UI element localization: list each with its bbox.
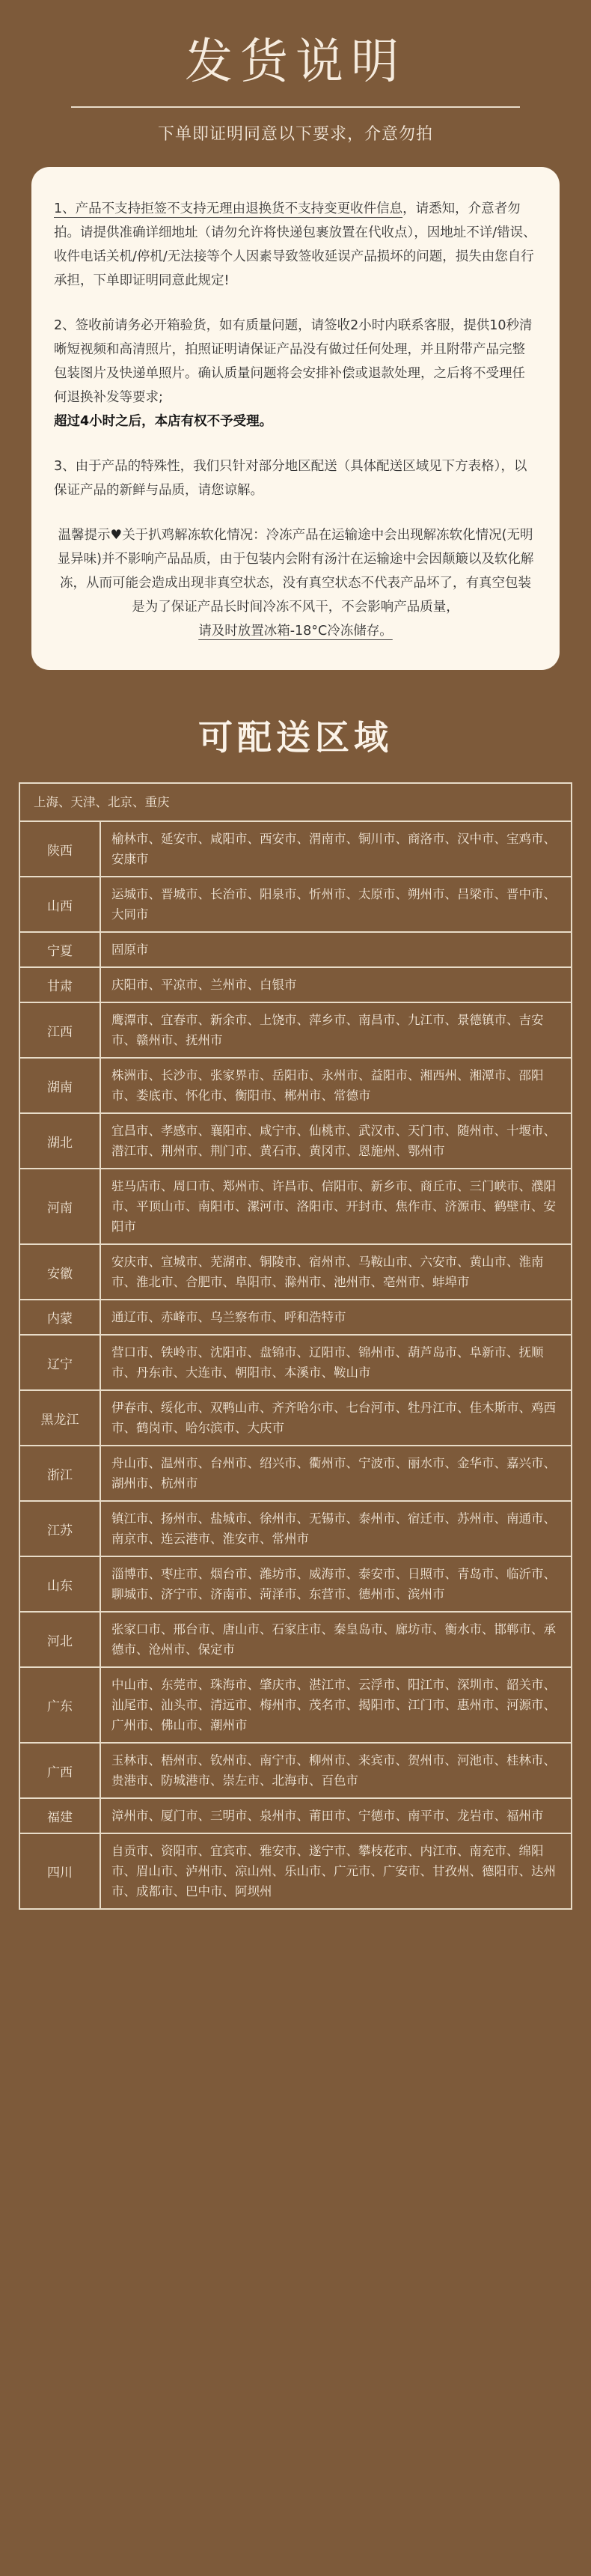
province-cell: 山西 <box>20 877 101 931</box>
notice-card <box>31 167 560 670</box>
table-row <box>20 1613 571 1668</box>
regions-title: 可配送区域 <box>198 717 393 758</box>
cities-cell: 安庆市、宣城市、芜湖市、铜陵市、宿州市、马鞍山市、六安市、黄山市、淮南市、淮北市、合肥市、阜阳市、滁州市、池州市、亳州市、蚌埠市 <box>111 1255 544 1290</box>
title-divider <box>71 106 520 108</box>
province-cell: 安徽 <box>20 1245 101 1299</box>
table-row <box>20 877 571 933</box>
notice-4-prefix: 温馨提示 <box>58 528 111 543</box>
page-title: 发货说明 <box>185 34 406 90</box>
cities-cell: 营口市、铁岭市、沈阳市、盘锦市、辽阳市、锦州市、葫芦岛市、阜新市、抚顺市、丹东市、大连市、朝阳市、本溪市、鞍山市 <box>111 1345 544 1380</box>
table-row <box>20 1336 571 1391</box>
table-row <box>20 1502 571 1557</box>
notice-2-bold: 超过4小时之后，本店有权不予受理。 <box>54 414 273 430</box>
notice-4-text: 关于扒鸡解冻软化情况：冷冻产品在运输途中会出现解冻软化情况(无明显异味)并不影响产品品质，由于包装内会附有汤汁在运输途中会因颠簸以及软化解冻，从而可能会造成出现非真空状态，没有真空状态不代表产品坏了，有真空包装是为了保证产品长时间冷冻不风干，不会影响产品质量， <box>57 528 534 615</box>
province-cell: 宁夏 <box>20 933 101 966</box>
page-subtitle: 下单即证明同意以下要求，介意勿拍 <box>157 125 433 144</box>
cities-cell: 运城市、晋城市、长治市、阳泉市、忻州市、太原市、朔州市、吕梁市、晋中市、大同市 <box>111 887 556 922</box>
table-row <box>20 822 571 877</box>
cities-cell: 镇江市、扬州市、盐城市、徐州市、无锡市、泰州市、宿迁市、苏州市、南通市、南京市、连云港市、淮安市、常州市 <box>111 1511 556 1547</box>
cities-cell: 鹰潭市、宜春市、新余市、上饶市、萍乡市、南昌市、九江市、景德镇市、吉安市、赣州市、抚州市 <box>111 1013 544 1048</box>
province-cell: 四川 <box>20 1834 101 1908</box>
province-cell: 江苏 <box>20 1502 101 1556</box>
province-cell: 黑龙江 <box>20 1391 101 1445</box>
province-cell: 浙江 <box>20 1446 101 1500</box>
table-row <box>20 968 571 1003</box>
table-row <box>20 1391 571 1446</box>
notice-paragraph-3: 3、由于产品的特殊性，我们只针对部分地区配送（具体配送区域见下方表格），以保证产品的新鲜与品质，请您谅解。 <box>54 459 527 499</box>
cities-cell: 宜昌市、孝感市、襄阳市、咸宁市、仙桃市、武汉市、天门市、随州市、十堰市、潜江市、荆州市、荆门市、黄石市、黄冈市、恩施州、鄂州市 <box>111 1124 556 1159</box>
table-row <box>20 1557 571 1613</box>
cities-cell: 驻马店市、周口市、郑州市、许昌市、信阳市、新乡市、商丘市、三门峡市、濮阳市、平顶山市、南阳市、漯河市、洛阳市、开封市、焦作市、济源市、鹤壁市、安阳市 <box>111 1179 556 1234</box>
province-cell: 湖北 <box>20 1114 101 1168</box>
cities-cell: 漳州市、厦门市、三明市、泉州市、莆田市、宁德市、南平市、龙岩市、福州市 <box>111 1809 544 1824</box>
cities-cell: 通辽市、赤峰市、乌兰察布市、呼和浩特市 <box>111 1310 346 1325</box>
province-cell: 广东 <box>20 1668 101 1742</box>
table-row <box>20 1245 571 1300</box>
province-cell: 河北 <box>20 1613 101 1666</box>
notice-paragraph-1 <box>54 197 537 293</box>
notice-2-text: 2、签收前请务必开箱验货，如有质量问题，请签收2小时内联系客服，提供10秒清晰短视频和高清照片，拍照证明请保证产品没有做过任何处理，并且附带产品完整包装图片及快递单照片。确认质量问题将会安排补偿或退款处理，之后将不受理任何退换补发等要求; <box>54 318 533 406</box>
cities-cell: 庆阳市、平凉市、兰州市、白银市 <box>111 978 297 993</box>
province-cell: 辽宁 <box>20 1336 101 1389</box>
cities-cell: 榆林市、延安市、咸阳市、西安市、渭南市、铜川市、商洛市、汉中市、宝鸡市、安康市 <box>111 832 556 867</box>
table-row <box>20 1114 571 1169</box>
table-row-municipalities <box>20 784 571 822</box>
cities-cell: 株洲市、长沙市、张家界市、岳阳市、永州市、益阳市、湘西州、湘潭市、邵阳市、娄底市、怀化市、衡阳市、郴州市、常德市 <box>111 1068 544 1103</box>
cities-cell: 玉林市、梧州市、钦州市、南宁市、柳州市、来宾市、贺州市、河池市、桂林市、贵港市、防城港市、崇左市、北海市、百色市 <box>111 1753 556 1788</box>
notice-1-text: ，请悉知，介意者勿拍。请提供准确详细地址（请勿允许将快递包裹放置在代收点），因地址不详/错误、收件电话关机/停机/无法接等个人因素导致签收延误产品损坏的问题，损失由您自行承担，下单即证明同意此规定! <box>54 201 536 289</box>
notice-1-underlined: 1、产品不支持拒签不支持无理由退换货不支持变更收件信息 <box>54 201 403 217</box>
cities-cell: 固原市 <box>111 943 149 957</box>
province-cell: 山东 <box>20 1557 101 1611</box>
regions-table <box>19 782 572 1910</box>
cities-cell: 舟山市、温州市、台州市、绍兴市、衢州市、宁波市、丽水市、金华市、嘉兴市、湖州市、杭州市 <box>111 1456 556 1491</box>
province-cell: 河南 <box>20 1169 101 1243</box>
province-cell: 广西 <box>20 1744 101 1797</box>
cities-cell: 伊春市、绥化市、双鸭山市、齐齐哈尔市、七台河市、牡丹江市、佳木斯市、鸡西市、鹤岗市、哈尔滨市、大庆市 <box>111 1401 556 1436</box>
table-row <box>20 1834 571 1908</box>
heart-icon: ♥ <box>110 528 123 543</box>
cities-cell: 自贡市、资阳市、宜宾市、雅安市、遂宁市、攀枝花市、内江市、南充市、绵阳市、眉山市、泸州市、凉山州、乐山市、广元市、广安市、甘孜州、德阳市、达州市、成都市、巴中市、阿坝州 <box>111 1844 556 1899</box>
province-cell: 甘肃 <box>20 968 101 1002</box>
table-row <box>20 1003 571 1059</box>
province-cell: 江西 <box>20 1003 101 1057</box>
cities-cell: 中山市、东莞市、珠海市、肇庆市、湛江市、云浮市、阳江市、深圳市、韶关市、汕尾市、汕头市、清远市、梅州市、茂名市、揭阳市、江门市、惠州市、河源市、广州市、佛山市、潮州市 <box>111 1678 556 1733</box>
table-row <box>20 1446 571 1502</box>
municipalities-cell: 上海、天津、北京、重庆 <box>34 795 170 810</box>
table-row <box>20 1668 571 1744</box>
table-row <box>20 1744 571 1799</box>
cities-cell: 张家口市、邢台市、唐山市、石家庄市、秦皇岛市、廊坊市、衡水市、邯郸市、承德市、沧州市、保定市 <box>111 1622 556 1657</box>
table-row <box>20 933 571 968</box>
province-cell: 湖南 <box>20 1059 101 1112</box>
notice-paragraph-4 <box>54 523 537 643</box>
province-cell: 内蒙 <box>20 1300 101 1334</box>
cities-cell: 淄博市、枣庄市、烟台市、潍坊市、威海市、泰安市、日照市、青岛市、临沂市、聊城市、济宁市、济南市、菏泽市、东营市、德州市、滨州市 <box>111 1567 556 1602</box>
header <box>0 0 591 144</box>
table-row <box>20 1799 571 1834</box>
province-cell: 福建 <box>20 1799 101 1833</box>
table-row <box>20 1169 571 1245</box>
province-cell: 陕西 <box>20 822 101 876</box>
table-row <box>20 1059 571 1114</box>
notice-4-tail: 请及时放置冰箱-18°C冷冻储存。 <box>198 624 393 639</box>
notice-paragraph-2 <box>54 314 537 433</box>
table-row <box>20 1300 571 1336</box>
